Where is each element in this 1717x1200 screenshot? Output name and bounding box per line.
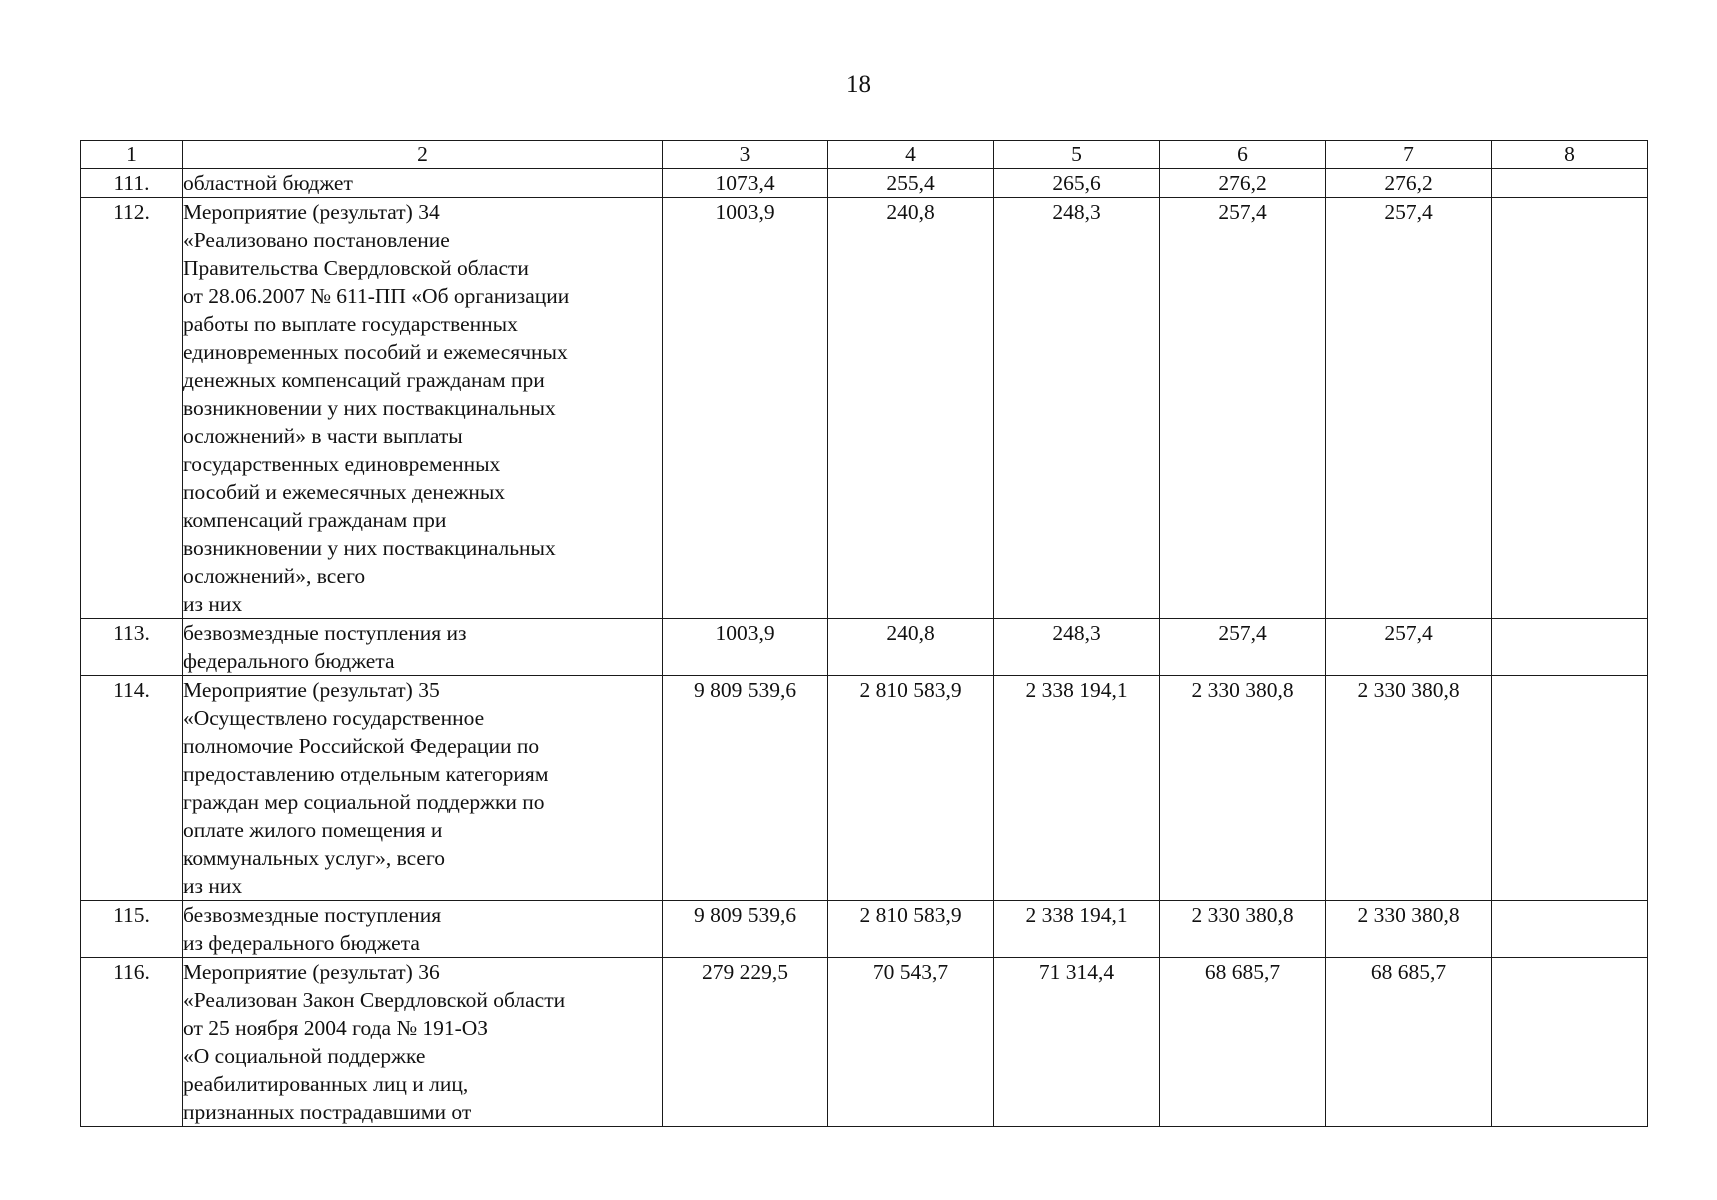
description-line: полномочие Российской Федерации по bbox=[183, 734, 540, 758]
description-line: реабилитированных лиц и лиц, bbox=[183, 1072, 469, 1096]
description-line: от 25 ноября 2004 года № 191-ОЗ bbox=[183, 1016, 489, 1040]
value-cell bbox=[1492, 901, 1648, 958]
description-line: компенсаций гражданам при bbox=[183, 508, 447, 532]
table-row bbox=[81, 198, 1648, 619]
value-cell: 257,4 bbox=[1160, 619, 1326, 676]
description-line: осложнений» в части выплаты bbox=[183, 424, 463, 448]
column-header: 6 bbox=[1160, 141, 1326, 169]
value-cell: 276,2 bbox=[1326, 169, 1492, 198]
description-line: «Реализован Закон Свердловской области bbox=[183, 988, 566, 1012]
description-line: возникновении у них поствакцинальных bbox=[183, 396, 556, 420]
row-number: 112. bbox=[81, 198, 183, 619]
value-cell: 279 229,5 bbox=[663, 958, 828, 1127]
column-header: 1 bbox=[81, 141, 183, 169]
row-description bbox=[183, 676, 663, 901]
value-cell: 1003,9 bbox=[663, 619, 828, 676]
description-line: осложнений», всего bbox=[183, 564, 366, 588]
value-cell: 70 543,7 bbox=[828, 958, 994, 1127]
description-line: федерального бюджета bbox=[183, 649, 395, 673]
value-cell bbox=[1492, 169, 1648, 198]
value-cell: 2 330 380,8 bbox=[1326, 676, 1492, 901]
table-row bbox=[81, 958, 1648, 1127]
column-header: 2 bbox=[183, 141, 663, 169]
description-line: «О социальной поддержке bbox=[183, 1044, 426, 1068]
budget-table bbox=[80, 140, 1648, 1127]
row-number: 116. bbox=[81, 958, 183, 1127]
value-cell: 2 810 583,9 bbox=[828, 676, 994, 901]
row-number: 111. bbox=[81, 169, 183, 198]
value-cell: 257,4 bbox=[1326, 619, 1492, 676]
description-line: Мероприятие (результат) 36 bbox=[183, 960, 440, 984]
value-cell bbox=[1492, 198, 1648, 619]
description-line: признанных пострадавшими от bbox=[183, 1100, 472, 1124]
description-line: единовременных пособий и ежемесячных bbox=[183, 340, 568, 364]
description-line: оплате жилого помещения и bbox=[183, 818, 443, 842]
value-cell bbox=[1492, 958, 1648, 1127]
row-description bbox=[183, 901, 663, 958]
row-description bbox=[183, 198, 663, 619]
value-cell: 257,4 bbox=[1326, 198, 1492, 619]
column-header: 4 bbox=[828, 141, 994, 169]
description-line: областной бюджет bbox=[183, 171, 353, 195]
value-cell bbox=[1492, 676, 1648, 901]
description-line: из федерального бюджета bbox=[183, 931, 420, 955]
value-cell: 276,2 bbox=[1160, 169, 1326, 198]
value-cell: 248,3 bbox=[994, 619, 1160, 676]
description-line: коммунальных услуг», всего bbox=[183, 846, 445, 870]
value-cell: 240,8 bbox=[828, 619, 994, 676]
description-line: возникновении у них поствакцинальных bbox=[183, 536, 556, 560]
description-line: Мероприятие (результат) 35 bbox=[183, 678, 440, 702]
description-line: безвозмездные поступления из bbox=[183, 621, 467, 645]
table-row bbox=[81, 901, 1648, 958]
value-cell: 2 338 194,1 bbox=[994, 676, 1160, 901]
value-cell: 2 338 194,1 bbox=[994, 901, 1160, 958]
page-number: 18 bbox=[846, 71, 871, 98]
value-cell bbox=[1492, 619, 1648, 676]
description-line: Правительства Свердловской области bbox=[183, 256, 529, 280]
row-description bbox=[183, 958, 663, 1127]
value-cell: 2 330 380,8 bbox=[1160, 901, 1326, 958]
row-number: 115. bbox=[81, 901, 183, 958]
description-line: безвозмездные поступления bbox=[183, 903, 442, 927]
value-cell: 255,4 bbox=[828, 169, 994, 198]
description-line: граждан мер социальной поддержки по bbox=[183, 790, 545, 814]
value-cell: 248,3 bbox=[994, 198, 1160, 619]
value-cell: 240,8 bbox=[828, 198, 994, 619]
value-cell: 1073,4 bbox=[663, 169, 828, 198]
table-row bbox=[81, 619, 1648, 676]
value-cell: 257,4 bbox=[1160, 198, 1326, 619]
value-cell: 68 685,7 bbox=[1160, 958, 1326, 1127]
value-cell: 9 809 539,6 bbox=[663, 676, 828, 901]
value-cell: 2 810 583,9 bbox=[828, 901, 994, 958]
row-description bbox=[183, 619, 663, 676]
description-line: пособий и ежемесячных денежных bbox=[183, 480, 506, 504]
value-cell: 265,6 bbox=[994, 169, 1160, 198]
value-cell: 71 314,4 bbox=[994, 958, 1160, 1127]
description-line: денежных компенсаций гражданам при bbox=[183, 368, 545, 392]
row-number: 113. bbox=[81, 619, 183, 676]
table-row bbox=[81, 676, 1648, 901]
column-header: 8 bbox=[1492, 141, 1648, 169]
row-description bbox=[183, 169, 663, 198]
description-line: от 28.06.2007 № 611-ПП «Об организации bbox=[183, 284, 570, 308]
row-number: 114. bbox=[81, 676, 183, 901]
column-header: 7 bbox=[1326, 141, 1492, 169]
value-cell: 2 330 380,8 bbox=[1160, 676, 1326, 901]
column-header: 3 bbox=[663, 141, 828, 169]
description-line: «Реализовано постановление bbox=[183, 228, 450, 252]
table-body bbox=[81, 141, 1648, 1127]
description-line: из них bbox=[183, 592, 243, 616]
description-line: Мероприятие (результат) 34 bbox=[183, 200, 440, 224]
description-line: государственных единовременных bbox=[183, 452, 501, 476]
value-cell: 2 330 380,8 bbox=[1326, 901, 1492, 958]
value-cell: 1003,9 bbox=[663, 198, 828, 619]
value-cell: 9 809 539,6 bbox=[663, 901, 828, 958]
description-line: предоставлению отдельным категориям bbox=[183, 762, 549, 786]
description-line: работы по выплате государственных bbox=[183, 312, 518, 336]
description-line: «Осуществлено государственное bbox=[183, 706, 485, 730]
table-row bbox=[81, 169, 1648, 198]
column-header: 5 bbox=[994, 141, 1160, 169]
value-cell: 68 685,7 bbox=[1326, 958, 1492, 1127]
column-number-row bbox=[81, 141, 1648, 169]
description-line: из них bbox=[183, 874, 243, 898]
